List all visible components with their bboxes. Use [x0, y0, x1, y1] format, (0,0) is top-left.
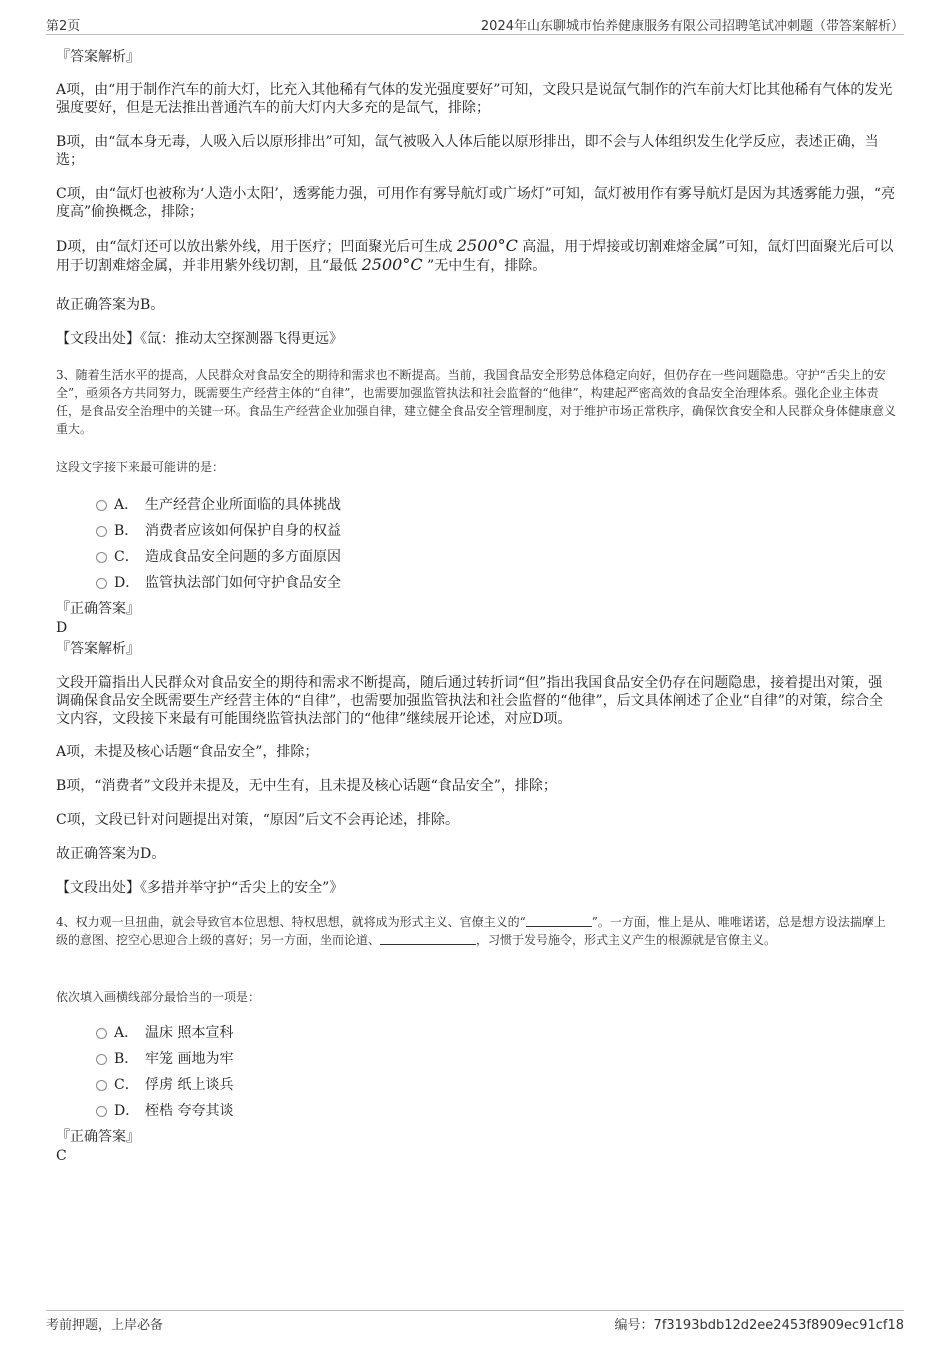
option-text: 牢笼 画地为牢	[145, 1051, 234, 1067]
fill-blank-1[interactable]	[526, 914, 592, 927]
q3-analysis-c: C项，文段已针对问题提出对策，“原因”后文不会再论述，排除。	[56, 812, 460, 828]
radio-icon[interactable]	[96, 1080, 107, 1091]
q3-question: 这段文字接下来最可能讲的是：	[56, 460, 225, 474]
radio-icon[interactable]	[96, 1028, 107, 1039]
q2-analysis-d-part3: ”无中生有，排除。	[427, 258, 547, 274]
q2-conclusion: 故正确答案为B。	[56, 297, 165, 313]
radio-icon[interactable]	[96, 1106, 107, 1117]
q3-option-a[interactable]	[96, 494, 596, 514]
page-number: 第2页	[46, 19, 81, 34]
q3-analysis-b: B项，“消费者”文段并未提及，无中生有，且未提及核心话题“食品安全”，排除；	[56, 778, 557, 794]
document-code	[615, 1314, 904, 1333]
option-letter: C．	[114, 1077, 139, 1093]
q2-analysis-d-part2: 高温，用于焊接或切割难熔金属”可知，氙灯凹面聚光后可以用于切割难熔金属，并非用紫外线切割，且“最低	[56, 239, 894, 274]
q2-analysis-d	[56, 237, 896, 275]
option-letter: D．	[114, 575, 140, 591]
q4-stem-part2: ”。一方面，惟上是从、唯唯诺诺，总是想方设法揣摩上级的意图、挖空心思迎合上级的喜好；另一方面，坐而论道、	[56, 915, 886, 947]
code-value: 7f3193bdb12d2ee2453f8909ec91cf18	[653, 1318, 904, 1333]
option-text: 造成食品安全问题的多方面原因	[145, 549, 341, 565]
document-title: 2024年山东聊城市怡养健康服务有限公司招聘笔试冲刺题（带答案解析）	[480, 19, 904, 34]
option-text: 桎梏 夸夸其谈	[145, 1103, 234, 1119]
option-letter: D．	[114, 1103, 140, 1119]
page-header	[46, 14, 904, 35]
option-text: 俘虏 纸上谈兵	[145, 1077, 234, 1093]
q3-answer: D	[56, 620, 68, 636]
option-text: 消费者应该如何保护自身的权益	[145, 523, 341, 539]
option-letter: B．	[114, 1051, 139, 1067]
option-letter: A．	[114, 497, 139, 513]
q4-option-c[interactable]	[96, 1074, 596, 1094]
footer-slogan: 考前押题，上岸必备	[46, 1318, 164, 1333]
q4-stem-part1: 4、权力观一旦扭曲，就会导致官本位思想、特权思想，就将成为形式主义、官僚主义的“	[56, 915, 526, 929]
q3-source: 【文段出处】《多措并举守护“舌尖上的安全”》	[56, 880, 344, 896]
q3-option-c[interactable]	[96, 546, 596, 566]
q2-analysis-a: A项，由“用于制作汽车的前大灯，比充入其他稀有气体的发光强度要好”可知，文段只是说氙气制作的汽车前大灯比其他稀有气体的发光强度要好，但是无法推出普通汽车的前大灯内大多充的是氙气，排除；	[56, 82, 893, 116]
q4-stem	[56, 913, 896, 949]
q2-analysis-d-part1: D项，由“氙灯还可以放出紫外线，用于医疗；凹面聚光后可生成	[56, 239, 453, 255]
code-label: 编号：	[614, 1318, 654, 1333]
radio-icon[interactable]	[96, 500, 107, 511]
q2-source: 【文段出处】《氙：推动太空探测器飞得更远》	[56, 331, 343, 347]
q3-option-d[interactable]	[96, 572, 596, 592]
q3-option-b[interactable]	[96, 520, 596, 540]
radio-icon[interactable]	[96, 578, 107, 589]
option-text: 温床 照本宣科	[145, 1025, 234, 1041]
temperature-value: 2500°C	[361, 255, 423, 274]
q4-option-d[interactable]	[96, 1100, 596, 1120]
q2-analysis-label: 『答案解析』	[56, 49, 140, 65]
q2-analysis-b: B项，由“氙本身无毒，人吸入后以原形排出”可知，氙气被吸入人体后能以原形排出，即不会与人体组织发生化学反应，表述正确，当选；	[56, 134, 879, 168]
option-letter: C．	[114, 549, 139, 565]
page-footer	[46, 1310, 904, 1335]
q3-conclusion: 故正确答案为D。	[56, 846, 166, 862]
option-text: 生产经营企业所面临的具体挑战	[145, 497, 341, 513]
temperature-value: 2500°C	[456, 236, 518, 255]
q4-question: 依次填入画横线部分最恰当的一项是：	[56, 990, 261, 1004]
q3-stem: 3、随着生活水平的提高，人民群众对食品安全的期待和需求也不断提高。当前，我国食品安全形势总体稳定向好，但仍存在一些问题隐患。守护“舌尖上的安全”，亟须各方共同努力，既需要生产经营主体的“自律”，也需要加强监管执法和社会监督的“他律”，构建起严密高效的食品安全治理体系。强化企业主体责任，是食品安全治理中的关键一环。食品生产经营企业加强自律，建立健全食品安全管理制度，对于维护市场正常秩序，确保饮食安全和人民群众身体健康意义重大。	[56, 368, 897, 436]
radio-icon[interactable]	[96, 552, 107, 563]
fill-blank-2[interactable]	[380, 932, 476, 945]
q4-answer: C	[56, 1148, 67, 1164]
option-text: 监管执法部门如何守护食品安全	[145, 575, 341, 591]
q3-analysis-a: A项，未提及核心话题“食品安全”，排除；	[56, 744, 319, 760]
q3-analysis: 文段开篇指出人民群众对食品安全的期待和需求不断提高，随后通过转折词“但”指出我国食品安全仍存在问题隐患，接着提出对策，强调确保食品安全既需要生产经营主体的“自律”，也需要加强监管执法和社会监督的“他律”，后文具体阐述了企业“自律”的对策，综合全文内容，文段接下来最有可能围绕监管执法部门的“他律”继续展开论述，对应D项。	[56, 675, 883, 727]
q3-analysis-label: 『答案解析』	[56, 641, 140, 657]
radio-icon[interactable]	[96, 526, 107, 537]
q4-stem-part3: ，习惯于发号施令，形式主义产生的根源就是官僚主义。	[476, 933, 777, 947]
q3-answer-label: 『正确答案』	[56, 601, 140, 617]
q2-analysis-c: C项，由“氙灯也被称为‘人造小太阳’，透雾能力强，可用作有雾导航灯或广场灯”可知，氙灯被用作有雾导航灯是因为其透雾能力强，“亮度高”偷换概念，排除；	[56, 186, 896, 220]
option-letter: A．	[114, 1025, 139, 1041]
option-letter: B．	[114, 523, 139, 539]
q4-option-b[interactable]	[96, 1048, 596, 1068]
q4-option-a[interactable]	[96, 1022, 596, 1042]
radio-icon[interactable]	[96, 1054, 107, 1065]
q4-answer-label: 『正确答案』	[56, 1129, 140, 1145]
